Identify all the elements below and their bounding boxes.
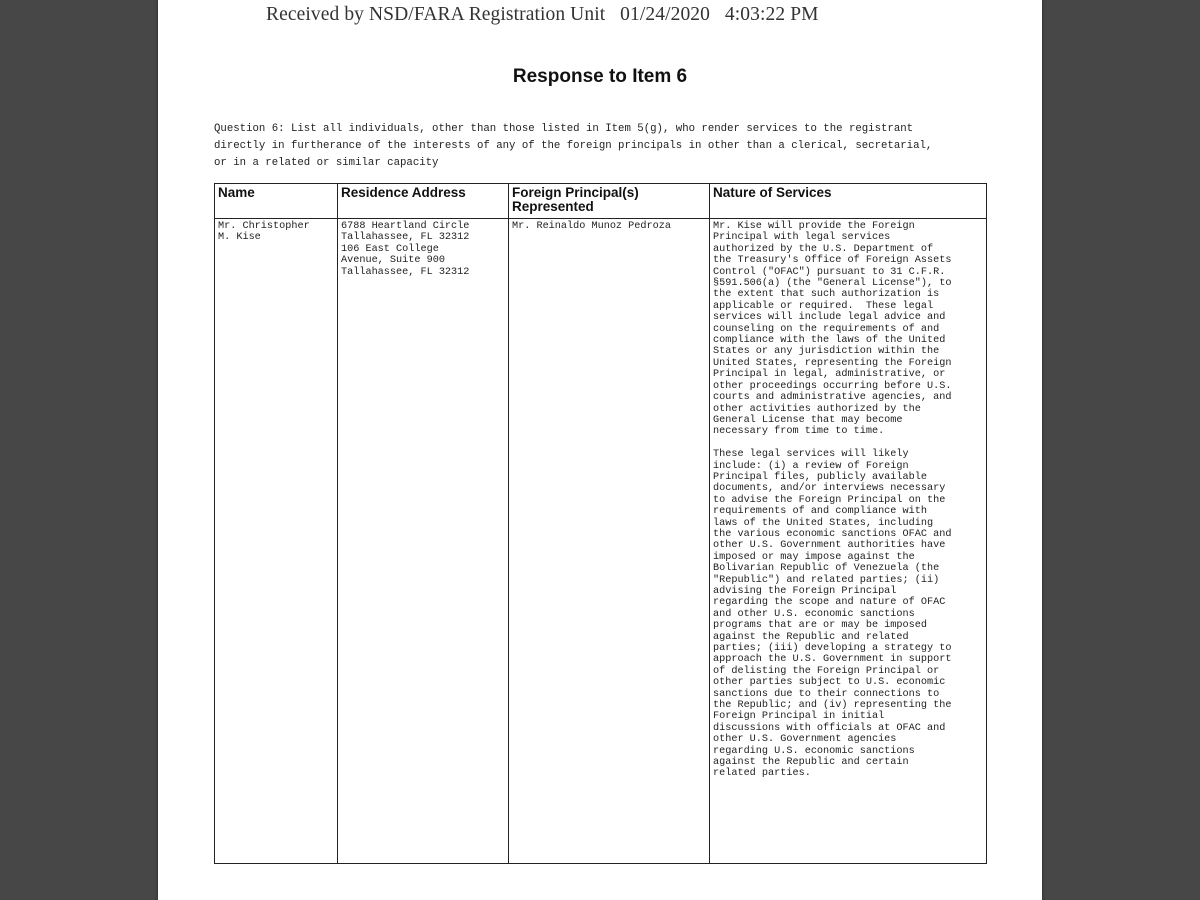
response-table xyxy=(214,183,987,864)
services-line: Principal files, publicly available xyxy=(713,471,927,483)
services-line: necessary from time to time. xyxy=(713,426,885,438)
cell-text-line: Avenue, Suite 900 xyxy=(341,255,445,267)
name-lines xyxy=(218,221,334,244)
services-line: States or any jurisdiction within the xyxy=(713,346,940,358)
services-line: of delisting the Foreign Principal or xyxy=(713,665,940,677)
header-foreign-principals: Foreign Principal(s) Represented xyxy=(509,184,710,219)
question-line: Question 6: List all individuals, other than those listed in Item 5(g), who render services to the registrant xyxy=(214,123,914,135)
header-nature-of-services: Nature of Services xyxy=(710,184,987,219)
services-line: §591.506(a) (the "General License"), to xyxy=(713,278,952,290)
services-line: the Republic; and (iv) representing the xyxy=(713,700,952,712)
services-line: These legal services will likely xyxy=(713,449,909,461)
services-line: regarding U.S. economic sanctions xyxy=(713,745,915,757)
services-line: compliance with the laws of the United xyxy=(713,335,946,347)
cell-text-line: 6788 Heartland Circle xyxy=(341,221,470,232)
services-line: requirements of and compliance with xyxy=(713,506,927,518)
cell-services xyxy=(710,219,987,864)
left-backdrop xyxy=(0,0,158,900)
services-line: other proceedings occurring before U.S. xyxy=(713,380,952,392)
address-lines xyxy=(341,221,505,278)
services-line: sanctions due to their connections to xyxy=(713,688,940,700)
services-line: services will include legal advice and xyxy=(713,312,946,324)
services-paragraph xyxy=(713,221,983,438)
cell-text-line: M. Kise xyxy=(218,232,261,244)
services-line: against the Republic and certain xyxy=(713,757,909,769)
page-title: Response to Item 6 xyxy=(512,66,688,87)
services-paragraphs xyxy=(713,221,983,780)
cell-address xyxy=(338,219,509,864)
services-line: laws of the United States, including xyxy=(713,517,934,529)
table-header-row xyxy=(215,184,987,219)
cell-text-line: 106 East College xyxy=(341,243,439,255)
services-line: authorized by the U.S. Department of xyxy=(713,243,934,255)
document-page xyxy=(158,0,1042,900)
services-line: Bolivarian Republic of Venezuela (the xyxy=(713,563,940,575)
services-line: Mr. Kise will provide the Foreign xyxy=(713,221,915,232)
received-stamp: Received by NSD/FARA Registration Unit 01/24/2020 4:03:22 PM xyxy=(266,4,819,25)
services-line: the Treasury's Office of Foreign Assets xyxy=(713,255,952,267)
services-line: imposed or may impose against the xyxy=(713,551,915,563)
services-line: regarding the scope and nature of OFAC xyxy=(713,597,946,609)
cell-text-line: Tallahassee, FL 32312 xyxy=(341,266,470,278)
services-line: counseling on the requirements of and xyxy=(713,323,940,335)
cell-text-line: Tallahassee, FL 32312 xyxy=(341,232,470,244)
question-line: directly in furtherance of the interests of any of the foreign principals in other than a clerical, secretarial, xyxy=(214,140,933,152)
header-residence-address: Residence Address xyxy=(338,184,509,219)
services-line: other parties subject to U.S. economic xyxy=(713,677,946,689)
services-line: discussions with officials at OFAC and xyxy=(713,722,946,734)
services-line: courts and administrative agencies, and xyxy=(713,392,952,404)
services-line: Principal with legal services xyxy=(713,232,891,244)
cell-text-line: Mr. Christopher xyxy=(218,221,310,232)
services-line: the various economic sanctions OFAC and xyxy=(713,528,952,540)
cell-name xyxy=(215,219,338,864)
services-line: related parties. xyxy=(713,768,811,780)
services-line: to advise the Foreign Principal on the xyxy=(713,494,946,506)
question-text xyxy=(214,121,1004,172)
cell-text-line: Mr. Reinaldo Munoz Pedroza xyxy=(512,221,671,232)
services-line: against the Republic and related xyxy=(713,631,909,643)
services-line: documents, and/or interviews necessary xyxy=(713,483,946,495)
services-line: and other U.S. economic sanctions xyxy=(713,608,915,620)
services-line: applicable or required. These legal xyxy=(713,300,934,312)
services-line: approach the U.S. Government in support xyxy=(713,654,952,666)
services-line: Control ("OFAC") pursuant to 31 C.F.R. xyxy=(713,266,946,278)
principal-lines xyxy=(512,221,706,232)
services-line: the extent that such authorization is xyxy=(713,289,940,301)
services-line: parties; (iii) developing a strategy to xyxy=(713,643,952,655)
question-line: or in a related or similar capacity xyxy=(214,157,439,169)
services-line: advising the Foreign Principal xyxy=(713,585,897,597)
services-line: General License that may become xyxy=(713,414,903,426)
services-line: Foreign Principal in initial xyxy=(713,711,885,723)
services-line: include: (i) a review of Foreign xyxy=(713,460,909,472)
services-line: other activities authorized by the xyxy=(713,403,921,415)
services-line: other U.S. Government authorities have xyxy=(713,540,946,552)
right-backdrop xyxy=(1042,0,1200,900)
table-row xyxy=(215,219,987,864)
services-paragraph xyxy=(713,449,983,780)
cell-principal xyxy=(509,219,710,864)
services-line: other U.S. Government agencies xyxy=(713,734,897,746)
header-name: Name xyxy=(215,184,338,219)
services-line: "Republic") and related parties; (ii) xyxy=(713,574,940,586)
services-line: United States, representing the Foreign xyxy=(713,357,952,369)
services-line: programs that are or may be imposed xyxy=(713,620,927,632)
services-line: Principal in legal, administrative, or xyxy=(713,369,946,381)
